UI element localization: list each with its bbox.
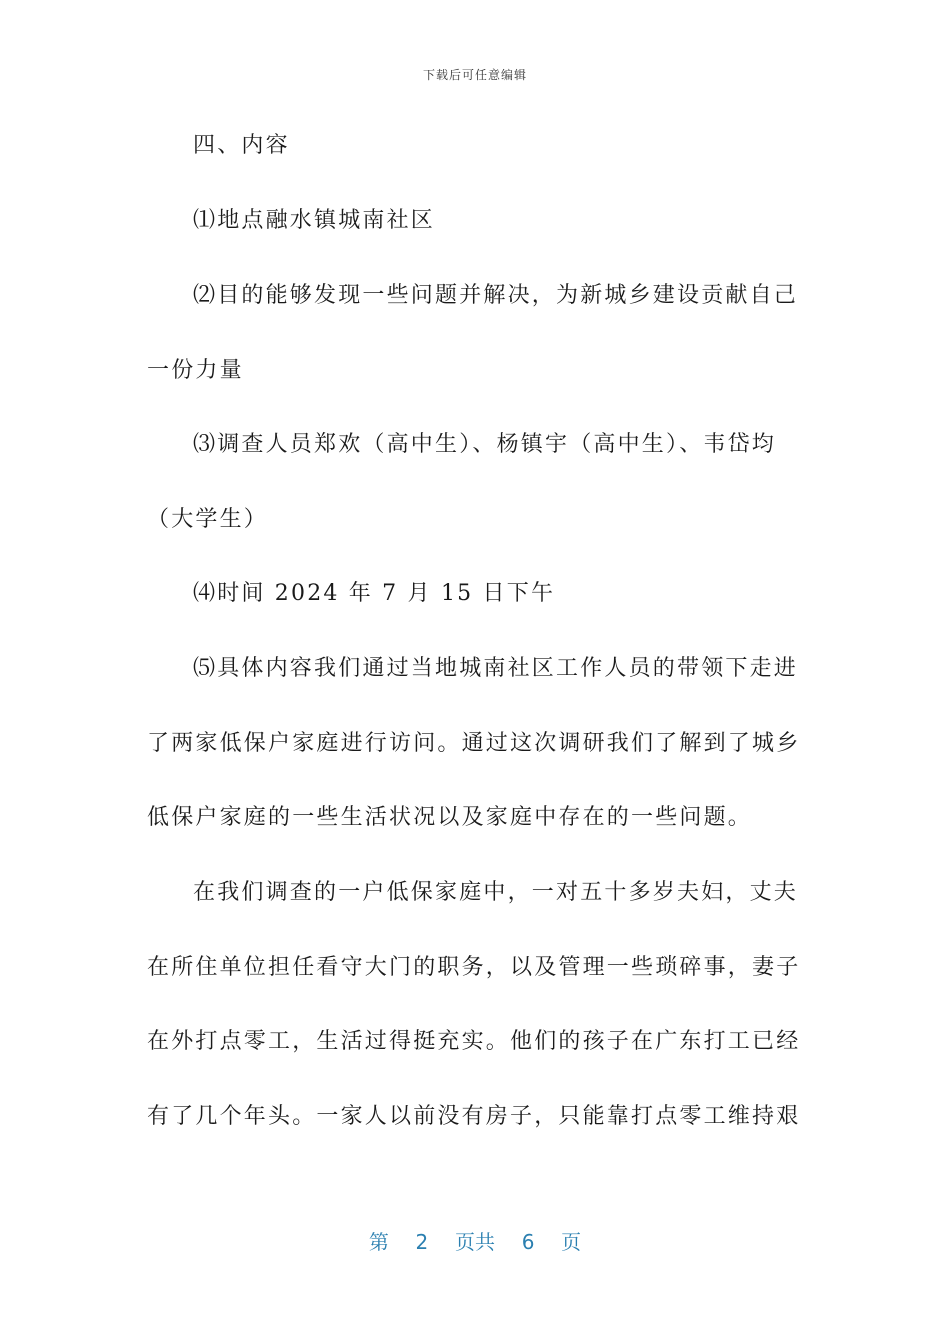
paragraph-line: ⑴地点融水镇城南社区 xyxy=(193,208,436,233)
header-note: 下载后可任意编辑 xyxy=(422,68,527,82)
page-suffix: 页 xyxy=(561,1230,582,1254)
page-prefix: 第 xyxy=(368,1230,389,1254)
paragraph-line: ⑷时间 2024 年 7 月 15 日下午 xyxy=(193,581,556,606)
total-pages-number: 6 xyxy=(521,1230,535,1254)
paragraph-line: 低保户家庭的一些生活状况以及家庭中存在的一些问题。 xyxy=(147,805,753,830)
paragraph-line: 在我们调查的一户低保家庭中，一对五十多岁夫妇，丈夫 xyxy=(193,880,799,905)
paragraph-line: 在外打点零工，生活过得挺充实。他们的孩子在广东打工已经 xyxy=(147,1029,801,1054)
current-page-number: 2 xyxy=(415,1230,429,1254)
page-number-footer xyxy=(0,1226,950,1255)
paragraph-line: ⑶调查人员郑欢（高中生）、杨镇宇（高中生）、韦岱均 xyxy=(193,432,777,457)
paragraph-line: ⑸具体内容我们通过当地城南社区工作人员的带领下走进 xyxy=(193,656,799,681)
paragraph-line: （大学生） xyxy=(147,507,269,532)
paragraph-line: 一份力量 xyxy=(147,358,244,383)
paragraph-line: 了两家低保户家庭进行访问。通过这次调研我们了解到了城乡 xyxy=(147,731,801,756)
page-mid-text: 页共 xyxy=(455,1230,495,1254)
paragraph-line: 有了几个年头。一家人以前没有房子，只能靠打点零工维持艰 xyxy=(147,1104,801,1129)
section-heading: 四、内容 xyxy=(193,133,290,158)
paragraph-line: ⑵目的能够发现一些问题并解决，为新城乡建设贡献自己 xyxy=(193,283,799,308)
paragraph-line: 在所住单位担任看守大门的职务，以及管理一些琐碎事，妻子 xyxy=(147,955,801,980)
